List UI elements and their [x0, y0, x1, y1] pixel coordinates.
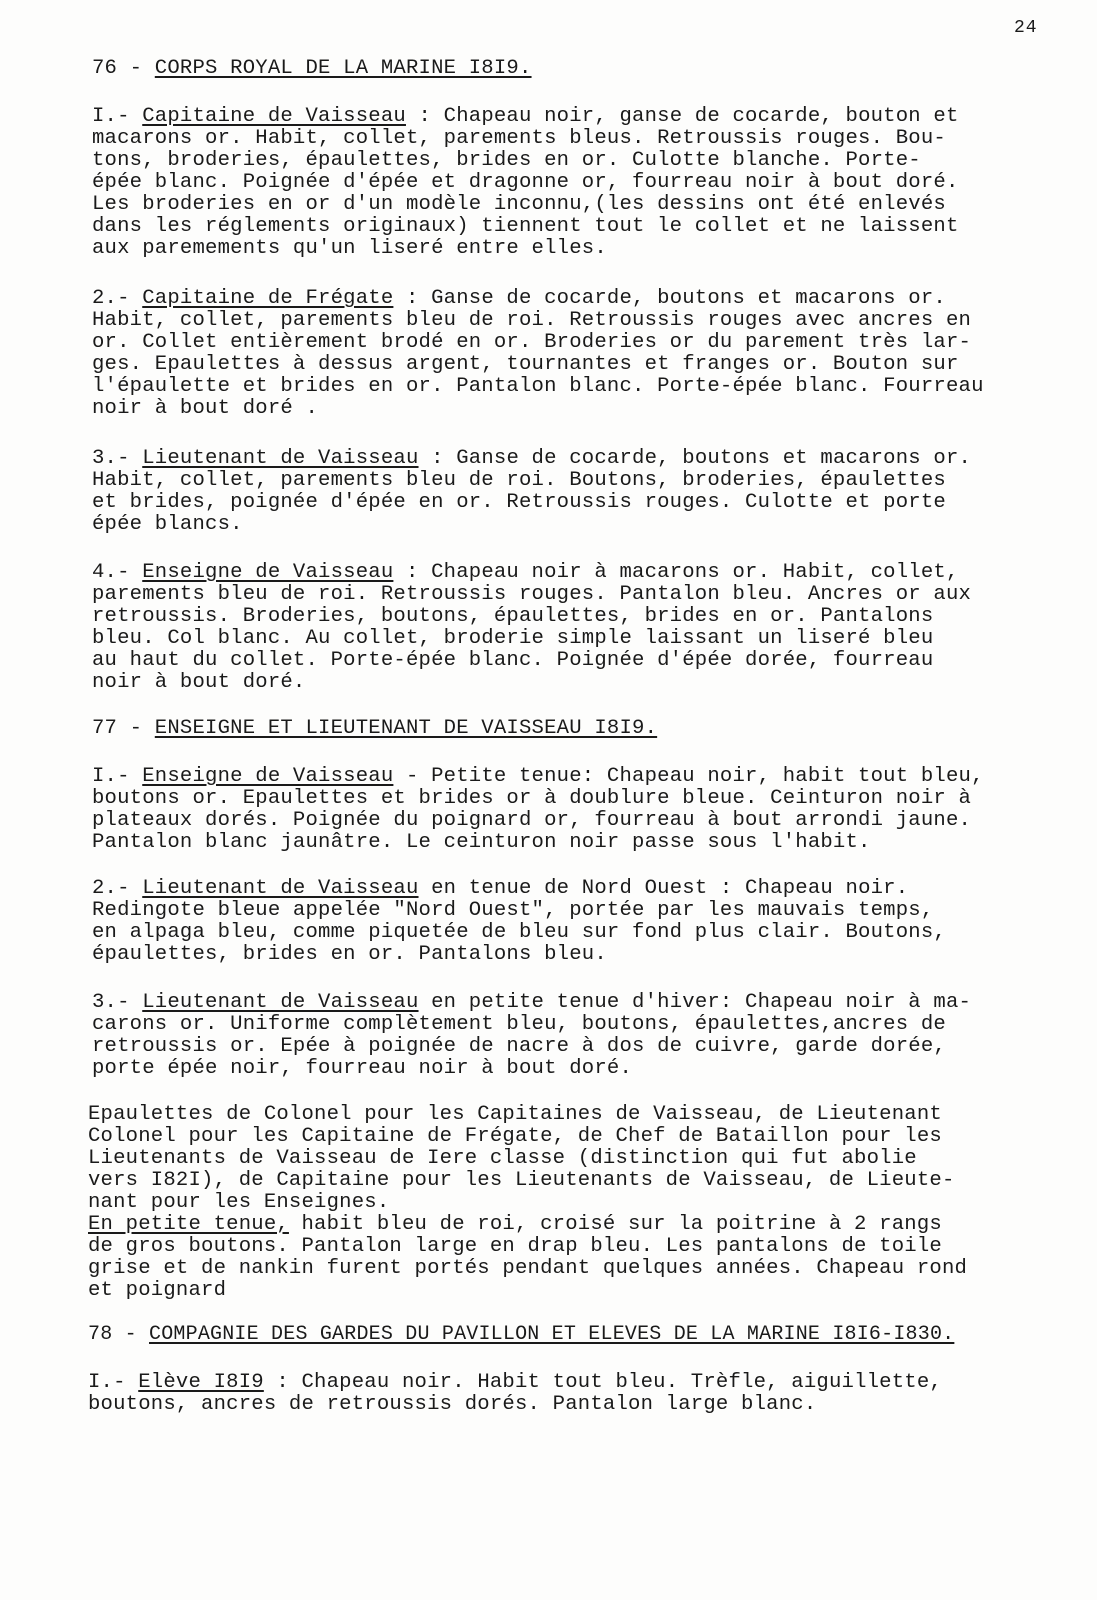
- rank-title: Enseigne de Vaisseau: [142, 561, 394, 584]
- note-text-line: vers I82I), de Capitaine pour les Lieutenants de Vaisseau, de Lieute-: [88, 1169, 955, 1192]
- entry-text-line: or. Collet entièrement brodé en or. Broderies or du parement très lar-: [92, 331, 972, 354]
- entry-number: 3.-: [92, 991, 143, 1014]
- entry-text: en tenue de Nord Ouest : Chapeau noir.: [418, 877, 909, 900]
- section-title: CORPS ROYAL DE LA MARINE I8I9.: [154, 57, 532, 80]
- entry-text-line: boutons, ancres de retroussis dorés. Pantalon large blanc.: [88, 1393, 817, 1416]
- note-text-line: Epaulettes de Colonel pour les Capitaines de Vaisseau, de Lieutenant: [88, 1103, 942, 1126]
- entry-text-line: tons, broderies, épaulettes, brides en or. Culotte blanche. Porte-: [92, 149, 921, 172]
- entry-first-line: [92, 106, 959, 128]
- entry-text-line: aux paremements qu'un liseré entre elles.: [92, 237, 607, 260]
- entry-text-line: l'épaulette et brides en or. Pantalon blanc. Porte-épée blanc. Fourreau: [92, 375, 984, 398]
- note-text-line: et poignard: [88, 1279, 227, 1302]
- section-number: 76 -: [92, 57, 155, 80]
- entry-text-line: bleu. Col blanc. Au collet, broderie simple laissant un liseré bleu: [92, 627, 934, 650]
- note-text-line: Colonel pour les Capitaine de Frégate, de Chef de Bataillon pour les: [88, 1125, 942, 1148]
- section-heading: [88, 1324, 954, 1346]
- entry-text: : Chapeau noir, ganse de cocarde, bouton et: [405, 105, 959, 128]
- entry-first-line: [92, 878, 908, 900]
- entry-text-line: Habit, collet, parements bleu de roi. Boutons, broderies, épaulettes: [92, 469, 946, 492]
- entry-text: - Petite tenue: Chapeau noir, habit tout bleu,: [393, 765, 984, 788]
- rank-title: Enseigne de Vaisseau: [142, 765, 394, 788]
- entry-text-line: retroussis. Broderies, boutons, épaulettes, brides en or. Pantalons: [92, 605, 934, 628]
- entry-text-line: porte épée noir, fourreau noir à bout doré.: [92, 1057, 633, 1080]
- entry-number: 4.-: [92, 561, 143, 584]
- entry-first-line: [92, 766, 984, 788]
- entry-text-line: ges. Epaulettes à dessus argent, tournantes et franges or. Bouton sur: [92, 353, 959, 376]
- entry-text-line: noir à bout doré.: [92, 671, 306, 694]
- page-number: 24: [1014, 18, 1038, 38]
- rank-title: Lieutenant de Vaisseau: [142, 877, 419, 900]
- entry-text-line: Redingote bleue appelée "Nord Ouest", portée par les mauvais temps,: [92, 899, 934, 922]
- entry-text: : Ganse de cocarde, boutons et macarons or.: [393, 287, 946, 310]
- section-heading: [92, 58, 532, 80]
- entry-first-line: [88, 1372, 942, 1394]
- entry-text-line: plateaux dorés. Poignée du poignard or, fourreau à bout arrondi jaune.: [92, 809, 972, 832]
- entry-text-line: en alpaga bleu, comme piquetée de bleu sur fond plus clair. Boutons,: [92, 921, 946, 944]
- entry-first-line: [92, 562, 959, 584]
- entry-text-line: au haut du collet. Porte-épée blanc. Poignée d'épée dorée, fourreau: [92, 649, 934, 672]
- entry-text-line: Les broderies en or d'un modèle inconnu,(les dessins ont été enlevés: [92, 193, 946, 216]
- entry-text-line: Pantalon blanc jaunâtre. Le ceinturon noir passe sous l'habit.: [92, 831, 871, 854]
- entry-text-line: et brides, poignée d'épée en or. Retroussis rouges. Culotte et porte: [92, 491, 946, 514]
- note-text-line: de gros boutons. Pantalon large en drap bleu. Les pantalons de toile: [88, 1235, 942, 1258]
- entry-number: 2.-: [92, 877, 143, 900]
- rank-title: Capitaine de Frégate: [142, 287, 394, 310]
- entry-text: : Chapeau noir. Habit tout bleu. Trèfle, aiguillette,: [263, 1371, 942, 1394]
- section-title: ENSEIGNE ET LIEUTENANT DE VAISSEAU I8I9.: [154, 717, 658, 740]
- entry-number: 2.-: [92, 287, 143, 310]
- entry-text-line: épée blanc. Poignée d'épée et dragonne or, fourreau noir à bout doré.: [92, 171, 959, 194]
- note-text-line: nant pour les Enseignes.: [88, 1191, 390, 1214]
- section-number: 77 -: [92, 717, 155, 740]
- entry-text-line: parements bleu de roi. Retroussis rouges. Pantalon bleu. Ancres or aux: [92, 583, 972, 606]
- entry-text: : Chapeau noir à macarons or. Habit, collet,: [393, 561, 959, 584]
- entry-text-line: noir à bout doré .: [92, 397, 319, 420]
- section-heading: [92, 718, 657, 740]
- entry-text-line: macarons or. Habit, collet, parements bleus. Retroussis rouges. Bou-: [92, 127, 946, 150]
- entry-text: en petite tenue d'hiver: Chapeau noir à ma-: [418, 991, 972, 1014]
- entry-text: : Ganse de cocarde, boutons et macarons or.: [418, 447, 972, 470]
- section-number: 78 -: [88, 1323, 150, 1346]
- entry-text-line: carons or. Uniforme complètement bleu, boutons, épaulettes,ancres de: [92, 1013, 946, 1036]
- entry-text-line: boutons or. Epaulettes et brides or à doublure bleue. Ceinturon noir à: [92, 787, 972, 810]
- note-first-line: [88, 1214, 942, 1236]
- entry-text-line: retroussis or. Epée à poignée de nacre à dos de cuivre, garde dorée,: [92, 1035, 946, 1058]
- entry-number: 3.-: [92, 447, 143, 470]
- note-text: habit bleu de roi, croisé sur la poitrine à 2 rangs: [288, 1213, 942, 1236]
- entry-first-line: [92, 448, 971, 470]
- entry-text-line: épée blancs.: [92, 513, 243, 536]
- note-text-line: grise et de nankin furent portés pendant quelques années. Chapeau rond: [88, 1257, 968, 1280]
- entry-text-line: épaulettes, brides en or. Pantalons bleu.: [92, 943, 607, 966]
- rank-title: Capitaine de Vaisseau: [142, 105, 406, 128]
- entry-text-line: dans les réglements originaux) tiennent tout le collet et ne laissent: [92, 215, 959, 238]
- rank-title: Lieutenant de Vaisseau: [142, 447, 419, 470]
- rank-title: Lieutenant de Vaisseau: [142, 991, 419, 1014]
- entry-number: I.-: [92, 105, 143, 128]
- entry-first-line: [92, 288, 946, 310]
- rank-title: Elève I8I9: [138, 1371, 264, 1394]
- entry-text-line: Habit, collet, parements bleu de roi. Retroussis rouges avec ancres en: [92, 309, 972, 332]
- note-text-line: Lieutenants de Vaisseau de Iere classe (distinction qui fut abolie: [88, 1147, 917, 1170]
- section-title: COMPAGNIE DES GARDES DU PAVILLON ET ELEVES DE LA MARINE I8I6-I830.: [149, 1323, 955, 1346]
- entry-number: I.-: [92, 765, 143, 788]
- note-underlined-phrase: En petite tenue,: [88, 1213, 289, 1236]
- entry-first-line: [92, 992, 971, 1014]
- entry-number: I.-: [88, 1371, 139, 1394]
